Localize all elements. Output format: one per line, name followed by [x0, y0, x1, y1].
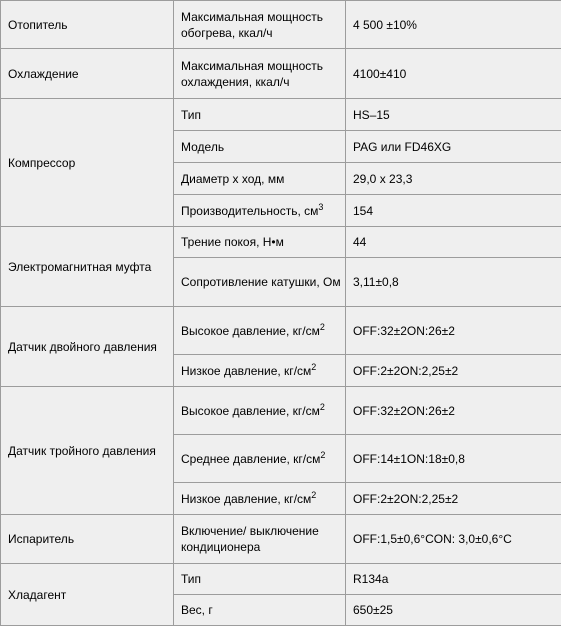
parameter-cell: Тип — [174, 99, 346, 131]
value-cell: OFF:2±2ON:2,25±2 — [346, 483, 561, 515]
parameter-cell: Максимальная мощность обогрева, ккал/ч — [174, 1, 346, 49]
value-cell: 4100±410 — [346, 49, 561, 99]
table-row — [1, 49, 561, 99]
superscript: 2 — [319, 321, 325, 332]
value-cell: OFF:2±2ON:2,25±2 — [346, 355, 561, 387]
parameter-cell: Сопротивление катушки, Ом — [174, 258, 346, 307]
parameter-text: Высокое давление, кг/см — [181, 323, 320, 338]
category-cell: Компрессор — [1, 99, 174, 227]
table-row — [1, 307, 561, 355]
parameter-cell: Вес, г — [174, 595, 346, 626]
parameter-cell — [174, 435, 346, 483]
parameter-text: Низкое давление, кг/см — [181, 363, 312, 378]
parameter-text: Среднее давление, кг/см — [181, 451, 321, 466]
category-cell: Датчик тройного давления — [1, 387, 174, 515]
category-cell: Отопитель — [1, 1, 174, 49]
parameter-cell — [174, 355, 346, 387]
value-cell: 29,0 х 23,3 — [346, 163, 561, 195]
table-row — [1, 1, 561, 49]
superscript: 2 — [319, 401, 325, 412]
parameter-cell — [174, 195, 346, 227]
table-row — [1, 387, 561, 435]
specifications-table-body — [1, 1, 561, 626]
table-row — [1, 515, 561, 564]
category-cell: Электромагнитная муфта — [1, 227, 174, 307]
parameter-cell: Диаметр х ход, мм — [174, 163, 346, 195]
parameter-text: Производительность, см — [181, 203, 319, 218]
category-cell: Хладагент — [1, 564, 174, 626]
parameter-cell: Трение покоя, Н•м — [174, 227, 346, 258]
parameter-cell — [174, 307, 346, 355]
parameter-text: Низкое давление, кг/см — [181, 491, 312, 506]
category-cell: Датчик двойного давления — [1, 307, 174, 387]
parameter-cell: Тип — [174, 564, 346, 595]
value-cell: OFF:14±1ON:18±0,8 — [346, 435, 561, 483]
table-row — [1, 564, 561, 595]
value-cell: R134a — [346, 564, 561, 595]
superscript: 3 — [318, 201, 324, 212]
value-cell: PAG или FD46XG — [346, 131, 561, 163]
superscript: 2 — [320, 449, 326, 460]
superscript: 2 — [311, 361, 317, 372]
table-row — [1, 99, 561, 131]
value-cell: 4 500 ±10% — [346, 1, 561, 49]
parameter-cell: Включение/ выключение кондиционера — [174, 515, 346, 564]
value-cell: OFF:32±2ON:26±2 — [346, 387, 561, 435]
category-cell: Охлаждение — [1, 49, 174, 99]
value-cell: 3,11±0,8 — [346, 258, 561, 307]
parameter-cell — [174, 483, 346, 515]
value-cell: HS–15 — [346, 99, 561, 131]
value-cell: 44 — [346, 227, 561, 258]
value-cell: 154 — [346, 195, 561, 227]
value-cell: 650±25 — [346, 595, 561, 626]
parameter-cell: Модель — [174, 131, 346, 163]
category-cell: Испаритель — [1, 515, 174, 564]
value-cell: OFF:32±2ON:26±2 — [346, 307, 561, 355]
superscript: 2 — [311, 489, 317, 500]
value-cell: OFF:1,5±0,6°CON: 3,0±0,6°C — [346, 515, 561, 564]
table-row — [1, 227, 561, 258]
parameter-text: Высокое давление, кг/см — [181, 403, 320, 418]
parameter-cell: Максимальная мощность охлаждения, ккал/ч — [174, 49, 346, 99]
parameter-cell — [174, 387, 346, 435]
